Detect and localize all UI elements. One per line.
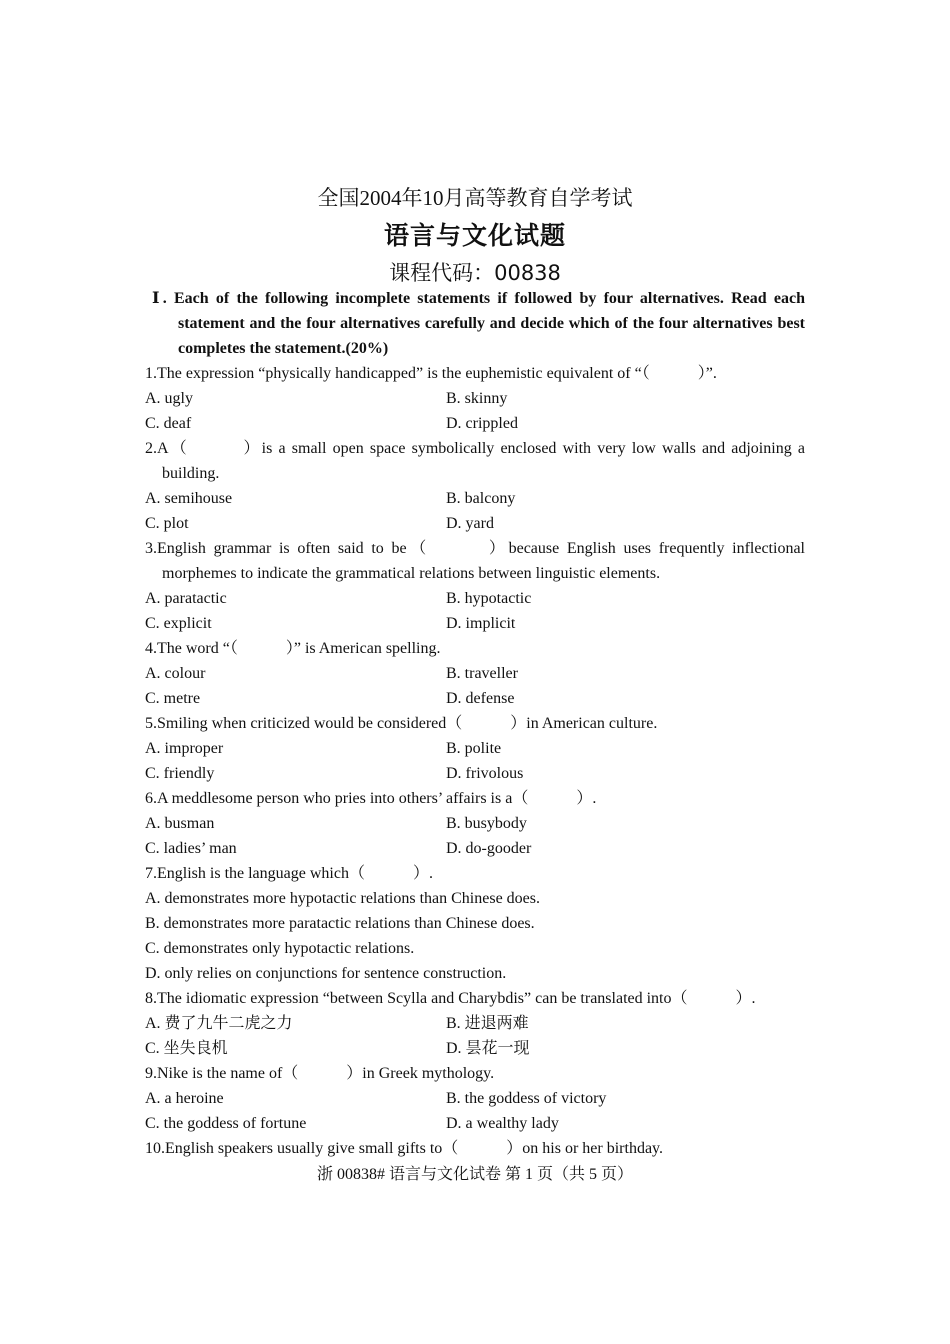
question-stem: 4.The word “（ ）” is American spelling.	[145, 640, 441, 657]
option-a: A. colour	[145, 665, 206, 682]
option-b: B. the goddess of victory	[446, 1090, 607, 1107]
option-c: C. explicit	[145, 615, 212, 632]
question-stem: 7.English is the language which（ ）.	[145, 865, 433, 882]
option-c: C. metre	[145, 690, 201, 707]
option-d: D. 昙花一现	[446, 1040, 530, 1057]
option-c: C. friendly	[145, 765, 215, 782]
options-row	[145, 686, 805, 711]
option-d: D. only relies on conjunctions for sentence construction.	[145, 965, 507, 982]
option-d: D. do-gooder	[446, 840, 532, 857]
option-c: C. 坐失良机	[145, 1040, 228, 1057]
options-row	[145, 611, 805, 636]
options-row	[145, 836, 805, 861]
course-code: 课程代码：00838	[389, 261, 561, 285]
options-row	[145, 511, 805, 536]
option-c: C. the goddess of fortune	[145, 1115, 307, 1132]
question-stem: 10.English speakers usually give small gifts to（ ）on his or her birthday.	[145, 1140, 664, 1157]
exam-content	[145, 286, 805, 1161]
option-b: B. traveller	[446, 665, 518, 682]
option-b: B. polite	[446, 740, 502, 757]
question-stem: 2.A（ ）is a small open space symbolically enclosed with very low walls and adjoining a building.	[145, 440, 805, 482]
question-stem: 6.A meddlesome person who pries into others’ affairs is a（ ）.	[145, 790, 597, 807]
option-a: A. busman	[145, 815, 215, 832]
option-b: B. busybody	[446, 815, 527, 832]
options-row	[145, 486, 805, 511]
question-stem: 3.English grammar is often said to be（ ）because English uses frequently inflectional morphemes to indicate the grammatical relations between linguistic elements.	[145, 540, 805, 582]
options-row	[145, 1036, 805, 1061]
option-b: B. hypotactic	[446, 590, 532, 607]
question-stem: 1.The expression “physically handicapped” is the euphemistic equivalent of “（ ）”.	[145, 365, 717, 382]
options-row	[145, 661, 805, 686]
option-a: A. demonstrates more hypotactic relations than Chinese does.	[145, 890, 541, 907]
question-stem: 9.Nike is the name of（ ）in Greek mythology.	[145, 1065, 495, 1082]
options-row	[145, 736, 805, 761]
option-c: C. ladies’ man	[145, 840, 237, 857]
option-c: C. plot	[145, 515, 189, 532]
options-row	[145, 811, 805, 836]
option-a: A. semihouse	[145, 490, 233, 507]
option-d: D. implicit	[446, 615, 516, 632]
option-d: D. frivolous	[446, 765, 524, 782]
option-d: D. defense	[446, 690, 515, 707]
options-row	[145, 1086, 805, 1111]
option-a: A. paratactic	[145, 590, 227, 607]
exam-title: 语言与文化试题	[383, 223, 566, 250]
exam-header: 全国2004年10月高等教育自学考试	[317, 186, 633, 210]
options-row	[145, 411, 805, 436]
section-instructions: Ⅰ. Each of the following incomplete statements if followed by four alternatives. Read each statement and the four alternatives carefully and decide which of the four alternatives best completes the statement.(20%)	[152, 290, 805, 357]
question-stem: 8.The idiomatic expression “between Scylla and Charybdis” can be translated into（ ）.	[145, 990, 756, 1007]
page-footer: 浙 00838# 语言与文化试卷 第 1 页（共 5 页）	[316, 1166, 633, 1183]
option-a: A. a heroine	[145, 1090, 224, 1107]
option-b: B. balcony	[446, 490, 516, 507]
option-a: A. ugly	[145, 390, 193, 407]
question-stem: 5.Smiling when criticized would be considered（ ）in American culture.	[145, 715, 658, 732]
option-d: D. crippled	[446, 415, 518, 432]
options-row	[145, 761, 805, 786]
option-b: B. 进退两难	[446, 1015, 529, 1032]
options-row	[145, 1111, 805, 1136]
option-d: D. yard	[446, 515, 494, 532]
option-a: A. 费了九牛二虎之力	[145, 1015, 293, 1032]
option-b: B. demonstrates more paratactic relations than Chinese does.	[145, 915, 535, 932]
options-row	[145, 386, 805, 411]
option-b: B. skinny	[446, 390, 508, 407]
options-row	[145, 1011, 805, 1036]
options-row	[145, 586, 805, 611]
option-a: A. improper	[145, 740, 224, 757]
option-c: C. demonstrates only hypotactic relations.	[145, 940, 415, 957]
option-c: C. deaf	[145, 415, 192, 432]
option-d: D. a wealthy lady	[446, 1115, 559, 1132]
